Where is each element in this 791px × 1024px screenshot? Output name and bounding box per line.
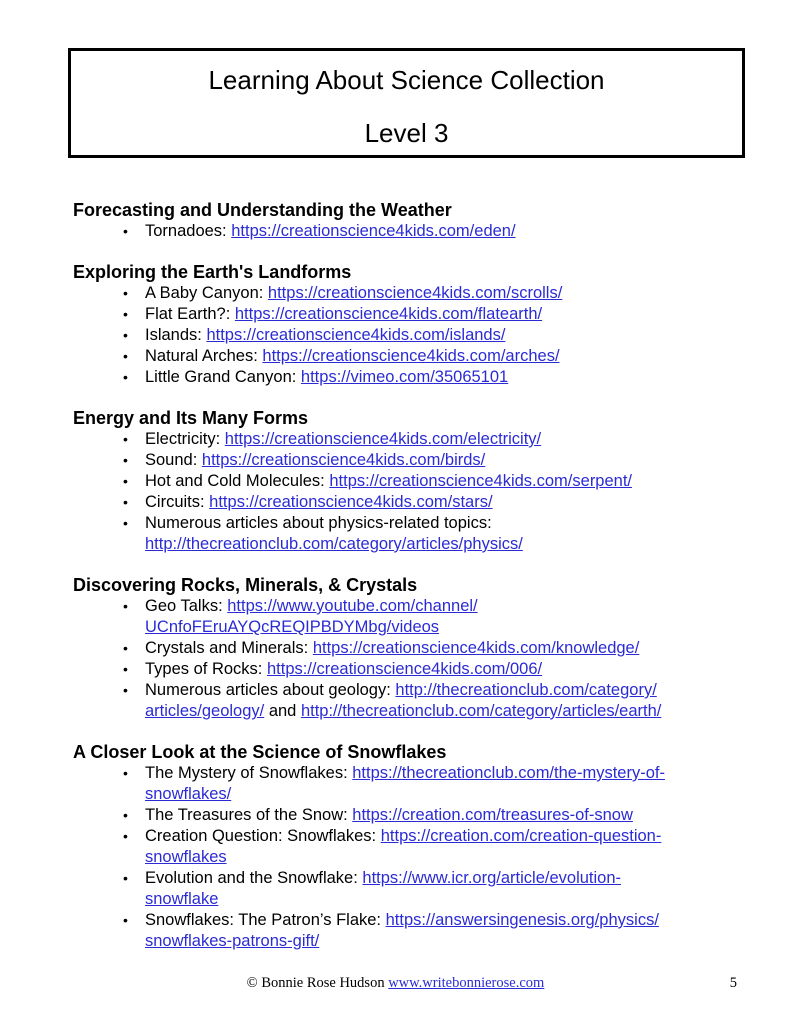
list-item xyxy=(73,492,749,513)
item-label: Crystals and Minerals: xyxy=(145,639,313,657)
section-heading: Energy and Its Many Forms xyxy=(73,408,309,428)
section-energy-and-its-many-forms xyxy=(73,408,749,555)
document-subtitle: Level 3 xyxy=(364,118,449,148)
item-label: Types of Rocks: xyxy=(145,660,267,678)
url-link[interactable]: https://creationscience4kids.com/006/ xyxy=(266,660,543,678)
item-label: Flat Earth?: xyxy=(145,305,235,323)
section-discovering-rocks-minerals-crystals xyxy=(73,575,749,722)
section-a-closer-look-at-the-science-of-snowflakes xyxy=(73,742,749,952)
copyright-text: © Bonnie Rose Hudson xyxy=(246,975,389,991)
title-box xyxy=(68,48,745,158)
url-link[interactable]: https://creationscience4kids.com/flatearth/ xyxy=(234,305,543,323)
list-item xyxy=(73,367,749,388)
footer-website-link[interactable]: www.writebonnierose.com xyxy=(388,975,545,991)
list-item xyxy=(73,513,749,555)
section-list xyxy=(73,283,749,388)
item-label: Evolution and the Snowflake: xyxy=(145,869,363,887)
url-link[interactable]: https://answersingenesis.org/physics/ xyxy=(385,911,659,929)
url-link[interactable]: https://creationscience4kids.com/electricity/ xyxy=(224,430,542,448)
item-label: and xyxy=(264,702,301,720)
content-area xyxy=(73,200,749,972)
item-label: A Baby Canyon: xyxy=(145,284,268,302)
section-heading: A Closer Look at the Science of Snowflakes xyxy=(73,742,447,762)
section-exploring-the-earth-s-landforms xyxy=(73,262,749,388)
list-item xyxy=(73,868,749,910)
url-link[interactable]: http://thecreationclub.com/category/articles/earth/ xyxy=(300,702,662,720)
url-link[interactable]: https://creationscience4kids.com/serpent/ xyxy=(329,472,633,490)
document-title: Learning About Science Collection xyxy=(208,65,605,95)
item-label: Sound: xyxy=(145,451,202,469)
url-link[interactable]: https://thecreationclub.com/the-mystery-of- xyxy=(352,764,665,782)
url-link[interactable]: https://creation.com/treasures-of-snow xyxy=(352,806,633,824)
url-link[interactable]: snowflake xyxy=(145,890,219,908)
url-link[interactable]: https://creationscience4kids.com/eden/ xyxy=(231,222,516,240)
url-link[interactable]: http://thecreationclub.com/category/articles/physics/ xyxy=(145,535,523,553)
section-list xyxy=(73,596,749,722)
item-label: Numerous articles about physics-related topics: xyxy=(145,514,492,532)
list-item xyxy=(73,221,749,242)
item-label: Little Grand Canyon: xyxy=(145,368,301,386)
section-list xyxy=(73,429,749,555)
url-link[interactable]: snowflakes-patrons-gift/ xyxy=(145,932,320,950)
item-label: Snowflakes: The Patron’s Flake: xyxy=(145,911,386,929)
url-link[interactable]: https://creationscience4kids.com/scrolls/ xyxy=(267,284,563,302)
list-item xyxy=(73,283,749,304)
list-item xyxy=(73,910,749,952)
url-link[interactable]: https://creationscience4kids.com/birds/ xyxy=(201,451,486,469)
url-link[interactable]: https://creation.com/creation-question- xyxy=(380,827,662,845)
section-heading: Forecasting and Understanding the Weather xyxy=(73,200,452,220)
section-list xyxy=(73,221,749,242)
item-label: The Treasures of the Snow: xyxy=(145,806,353,824)
list-item xyxy=(73,805,749,826)
item-label: Natural Arches: xyxy=(145,347,263,365)
list-item xyxy=(73,346,749,367)
item-label: Creation Question: Snowflakes: xyxy=(145,827,381,845)
footer xyxy=(0,974,791,992)
list-item xyxy=(73,450,749,471)
list-item xyxy=(73,638,749,659)
list-item xyxy=(73,596,749,638)
item-label: The Mystery of Snowflakes: xyxy=(145,764,353,782)
item-label: Islands: xyxy=(145,326,207,344)
item-label: Hot and Cold Molecules: xyxy=(145,472,330,490)
url-link[interactable]: http://thecreationclub.com/category/ xyxy=(395,681,657,699)
url-link[interactable]: articles/geology/ xyxy=(145,702,265,720)
list-item xyxy=(73,763,749,805)
url-link[interactable]: https://www.icr.org/article/evolution- xyxy=(362,869,622,887)
item-label: Numerous articles about geology: xyxy=(145,681,396,699)
list-item xyxy=(73,680,749,722)
list-item xyxy=(73,471,749,492)
url-link[interactable]: https://creationscience4kids.com/knowledge/ xyxy=(312,639,640,657)
url-link[interactable]: https://creationscience4kids.com/arches/ xyxy=(262,347,560,365)
section-forecasting-and-understanding-the-weather xyxy=(73,200,749,242)
section-list xyxy=(73,763,749,952)
item-label: Geo Talks: xyxy=(145,597,228,615)
page-number: 5 xyxy=(729,975,737,991)
url-link[interactable]: https://vimeo.com/35065101 xyxy=(300,368,509,386)
list-item xyxy=(73,659,749,680)
url-link[interactable]: https://www.youtube.com/channel/ xyxy=(227,597,478,615)
section-heading: Discovering Rocks, Minerals, & Crystals xyxy=(73,575,418,595)
item-label: Tornadoes: xyxy=(145,222,232,240)
list-item xyxy=(73,325,749,346)
item-label: Circuits: xyxy=(145,493,210,511)
section-heading: Exploring the Earth's Landforms xyxy=(73,262,352,282)
url-link[interactable]: https://creationscience4kids.com/stars/ xyxy=(209,493,493,511)
url-link[interactable]: UCnfoFEruAYQcREQIPBDYMbg/videos xyxy=(145,618,440,636)
url-link[interactable]: snowflakes xyxy=(145,848,227,866)
list-item xyxy=(73,826,749,868)
url-link[interactable]: snowflakes/ xyxy=(145,785,232,803)
list-item xyxy=(73,304,749,325)
list-item xyxy=(73,429,749,450)
item-label: Electricity: xyxy=(145,430,225,448)
url-link[interactable]: https://creationscience4kids.com/islands/ xyxy=(206,326,506,344)
